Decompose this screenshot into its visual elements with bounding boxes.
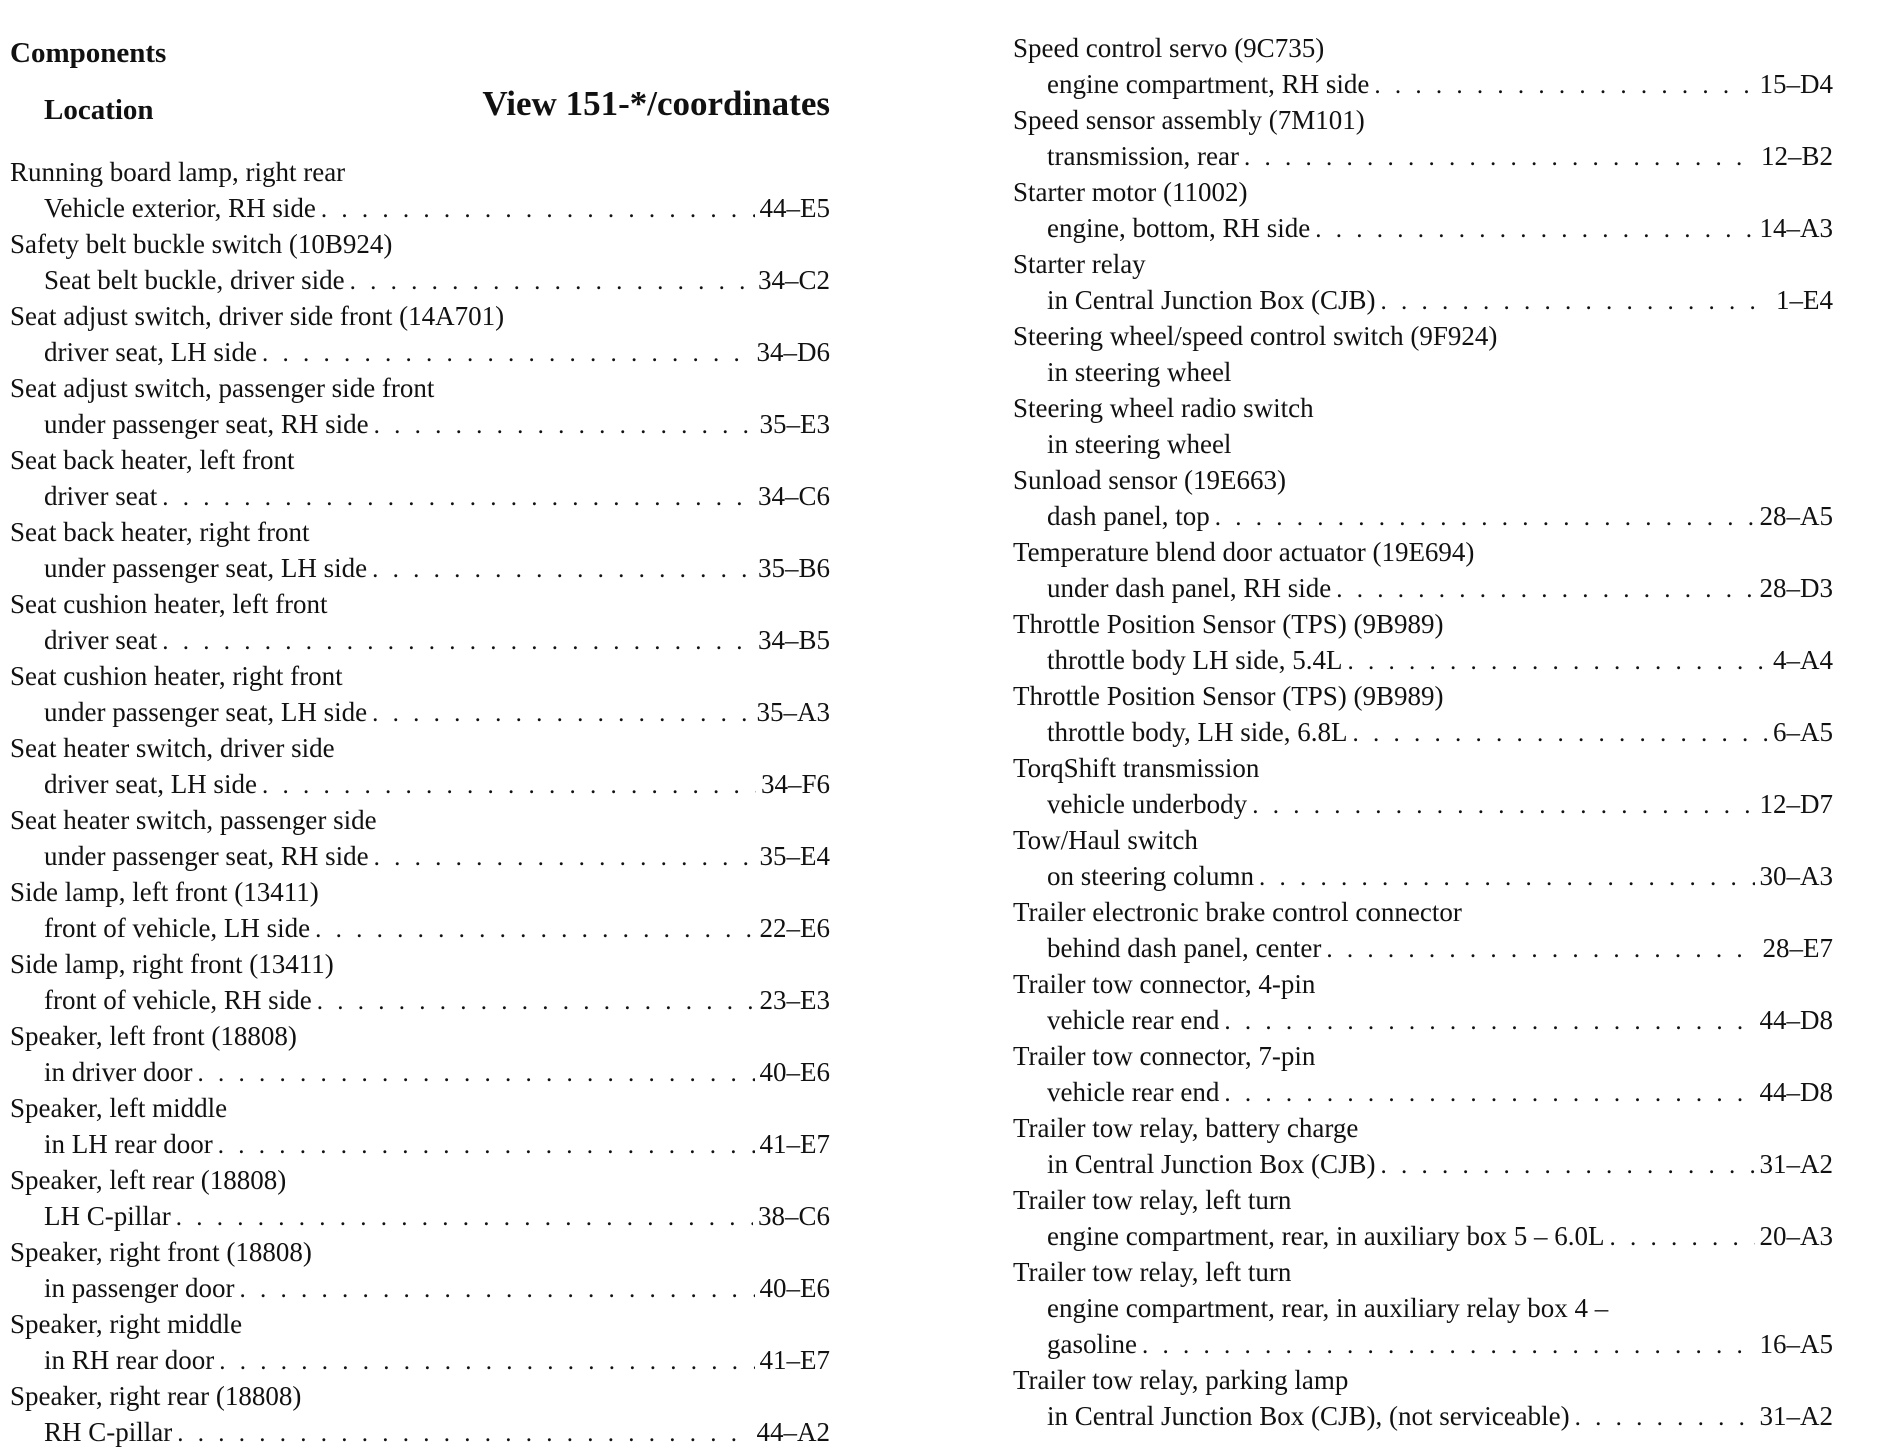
view-coordinate-ref: 34–C6: [757, 481, 830, 511]
component-entry: [10, 514, 830, 586]
view-coordinate-ref: 20–A3: [1759, 1221, 1833, 1251]
component-entry: [10, 1162, 830, 1234]
dot-leader: [372, 552, 753, 588]
dot-leader: [321, 192, 755, 228]
component-name: Seat heater switch, driver side: [10, 733, 335, 763]
component-name: Trailer tow relay, battery charge: [1013, 1113, 1359, 1143]
location-text: RH C-pillar: [44, 1417, 173, 1447]
location-row: [10, 1342, 830, 1378]
component-entry: [1013, 1038, 1833, 1110]
location-row: [10, 550, 830, 586]
view-coordinate-ref: 41–E7: [759, 1345, 830, 1375]
location-text: under dash panel, RH side: [1047, 573, 1332, 603]
component-name: Trailer tow connector, 7-pin: [1013, 1041, 1316, 1071]
view-coordinate-ref: 40–E6: [759, 1273, 830, 1303]
location-row: [10, 478, 830, 514]
component-entry: [10, 298, 830, 370]
component-name: Running board lamp, right rear: [10, 157, 346, 187]
view-coordinate-ref: 44–A2: [756, 1417, 830, 1447]
dot-leader: [239, 1272, 754, 1308]
view-coordinate-ref: 15–D4: [1759, 69, 1833, 99]
left-column: [10, 30, 830, 1450]
location-row: [10, 838, 830, 874]
component-entry: [1013, 678, 1833, 750]
location-text: throttle body, LH side, 6.8L: [1047, 717, 1348, 747]
component-name: Trailer tow relay, parking lamp: [1013, 1365, 1349, 1395]
view-coordinate-ref: 35–A3: [756, 697, 830, 727]
component-entry: [10, 1018, 830, 1090]
component-entry: [10, 154, 830, 226]
component-name: Trailer tow connector, 4-pin: [1013, 969, 1316, 999]
location-text-line: [1013, 1290, 1833, 1326]
view-coordinate-ref: 30–A3: [1759, 861, 1833, 891]
component-name: Speaker, right front (18808): [10, 1237, 312, 1267]
component-name: Seat cushion heater, left front: [10, 589, 328, 619]
location-text: in driver door: [44, 1057, 193, 1087]
dot-leader: [1610, 1220, 1755, 1256]
view-coordinate-ref: 44–E5: [759, 193, 830, 223]
location-text: in Central Junction Box (CJB), (not serviceable): [1047, 1401, 1570, 1431]
location-row: [10, 1198, 830, 1234]
component-name: Safety belt buckle switch (10B924): [10, 229, 393, 259]
component-name: Throttle Position Sensor (TPS) (9B989): [1013, 681, 1444, 711]
component-entry: [10, 946, 830, 1018]
location-row: [10, 694, 830, 730]
left-entry-list: [10, 154, 830, 1450]
dot-leader: [317, 984, 755, 1020]
location-row: [1013, 1074, 1833, 1110]
component-entry: [1013, 894, 1833, 966]
location-text: engine compartment, rear, in auxiliary relay box 4 –: [1047, 1293, 1609, 1323]
location-row: [1013, 930, 1833, 966]
dot-leader: [1252, 788, 1754, 824]
component-entry: [1013, 606, 1833, 678]
component-entry: [10, 370, 830, 442]
component-name: Side lamp, right front (13411): [10, 949, 334, 979]
location-row: [1013, 354, 1833, 390]
view-coordinate-ref: 34–D6: [756, 337, 830, 367]
location-text: vehicle underbody: [1047, 789, 1248, 819]
dot-leader: [1259, 860, 1755, 896]
location-text: throttle body LH side, 5.4L: [1047, 645, 1343, 675]
dot-leader: [162, 624, 753, 660]
dot-leader: [1352, 716, 1768, 752]
dot-leader: [218, 1128, 755, 1164]
component-name: Sunload sensor (19E663): [1013, 465, 1286, 495]
dot-leader: [1224, 1004, 1754, 1040]
location-row: [1013, 1398, 1833, 1434]
dot-leader: [1244, 140, 1756, 176]
component-name: Speaker, right middle: [10, 1309, 243, 1339]
dot-leader: [1380, 1148, 1754, 1184]
component-entry: [1013, 1254, 1833, 1362]
location-text: Vehicle exterior, RH side: [44, 193, 316, 223]
view-coordinate-ref: 41–E7: [759, 1129, 830, 1159]
location-text: engine compartment, rear, in auxiliary box 5 – 6.0L: [1047, 1221, 1605, 1251]
component-name: Speaker, left middle: [10, 1093, 228, 1123]
component-name: Starter relay: [1013, 249, 1146, 279]
view-coordinate-ref: 34–F6: [760, 769, 830, 799]
location-text: under passenger seat, LH side: [44, 553, 368, 583]
column-header: [10, 76, 830, 138]
component-name: Steering wheel/speed control switch (9F924): [1013, 321, 1498, 351]
view-coordinate-ref: 35–E3: [759, 409, 830, 439]
location-row: [10, 982, 830, 1018]
component-entry: [10, 1090, 830, 1162]
view-coordinate-ref: 6–A5: [1773, 717, 1833, 747]
component-name: Trailer tow relay, left turn: [1013, 1257, 1292, 1287]
location-text: in steering wheel: [1047, 357, 1232, 387]
dot-leader: [177, 1416, 751, 1452]
component-name: Speaker, left rear (18808): [10, 1165, 287, 1195]
component-name: Temperature blend door actuator (19E694): [1013, 537, 1475, 567]
component-entry: [1013, 390, 1833, 462]
location-row: [1013, 138, 1833, 174]
component-entry: [10, 1234, 830, 1306]
dot-leader: [315, 912, 754, 948]
location-text: gasoline: [1047, 1329, 1137, 1359]
view-coordinate-ref: 31–A2: [1759, 1149, 1833, 1179]
view-coordinate-ref: 12–D7: [1759, 789, 1833, 819]
dot-leader: [1224, 1076, 1754, 1112]
components-heading: Components: [10, 37, 167, 69]
location-row: [1013, 66, 1833, 102]
view-coordinate-ref: 22–E6: [759, 913, 830, 943]
location-text: driver seat, LH side: [44, 769, 257, 799]
location-text: in Central Junction Box (CJB): [1047, 285, 1376, 315]
location-text: driver seat, LH side: [44, 337, 257, 367]
location-text: transmission, rear: [1047, 141, 1239, 171]
location-row: [10, 910, 830, 946]
location-row: [1013, 210, 1833, 246]
location-text: under passenger seat, LH side: [44, 697, 368, 727]
location-text: front of vehicle, LH side: [44, 913, 311, 943]
view-coordinate-ref: 38–C6: [757, 1201, 830, 1231]
location-text: in passenger door: [44, 1273, 235, 1303]
location-row: [1013, 1146, 1833, 1182]
component-entry: [1013, 462, 1833, 534]
component-entry: [1013, 1110, 1833, 1182]
component-name: Speaker, right rear (18808): [10, 1381, 302, 1411]
component-entry: [10, 1378, 830, 1450]
dot-leader: [262, 768, 756, 804]
view-coordinate-ref: 12–B2: [1760, 141, 1833, 171]
dot-leader: [1326, 932, 1757, 968]
location-text: in steering wheel: [1047, 429, 1232, 459]
location-row: [1013, 426, 1833, 462]
location-text: driver seat: [44, 481, 158, 511]
location-row: [1013, 714, 1833, 750]
component-entry: [1013, 966, 1833, 1038]
location-text: in Central Junction Box (CJB): [1047, 1149, 1376, 1179]
view-coordinate-ref: 34–C2: [757, 265, 830, 295]
view-coordinate-ref: 31–A2: [1759, 1401, 1833, 1431]
view-coordinate-ref: 14–A3: [1759, 213, 1833, 243]
location-row: [10, 766, 830, 802]
view-coordinate-ref: 28–E7: [1762, 933, 1833, 963]
location-text: dash panel, top: [1047, 501, 1210, 531]
location-row: [10, 1054, 830, 1090]
dot-leader: [374, 408, 755, 444]
dot-leader: [262, 336, 752, 372]
dot-leader: [372, 696, 751, 732]
component-entry: [10, 730, 830, 802]
location-label: Location: [44, 94, 154, 126]
dot-leader: [1347, 644, 1768, 680]
location-row: [10, 1414, 830, 1450]
component-name: Seat cushion heater, right front: [10, 661, 343, 691]
component-entry: [10, 442, 830, 514]
component-entry: [1013, 1182, 1833, 1254]
location-row: [1013, 642, 1833, 678]
location-text: LH C-pillar: [44, 1201, 171, 1231]
component-name: TorqShift transmission: [1013, 753, 1260, 783]
component-entry: [10, 1306, 830, 1378]
component-entry: [1013, 534, 1833, 606]
dot-leader: [1380, 284, 1771, 320]
location-row: [1013, 498, 1833, 534]
component-entry: [1013, 750, 1833, 822]
dot-leader: [1315, 212, 1754, 248]
location-row: [1013, 786, 1833, 822]
view-coordinate-ref: 23–E3: [759, 985, 830, 1015]
view-coordinate-ref: 28–A5: [1759, 501, 1833, 531]
location-row: [10, 1270, 830, 1306]
component-name: Trailer electronic brake control connector: [1013, 897, 1462, 927]
location-row: [10, 1126, 830, 1162]
view-coordinate-ref: 35–E4: [759, 841, 830, 871]
location-text: front of vehicle, RH side: [44, 985, 312, 1015]
component-entry: [1013, 1362, 1833, 1434]
location-text: vehicle rear end: [1047, 1005, 1220, 1035]
location-text: driver seat: [44, 625, 158, 655]
component-name: Seat adjust switch, driver side front (14A701): [10, 301, 505, 331]
dot-leader: [1142, 1328, 1755, 1364]
component-entry: [1013, 102, 1833, 174]
dot-leader: [1575, 1400, 1755, 1436]
location-text: in RH rear door: [44, 1345, 215, 1375]
component-entry: [1013, 822, 1833, 894]
component-name: Speed sensor assembly (7M101): [1013, 105, 1365, 135]
location-row: [1013, 1326, 1833, 1362]
component-entry: [1013, 318, 1833, 390]
right-entry-list: [1013, 30, 1833, 1434]
location-text: engine, bottom, RH side: [1047, 213, 1311, 243]
location-row: [1013, 1218, 1833, 1254]
dot-leader: [176, 1200, 753, 1236]
view-coordinate-ref: 40–E6: [759, 1057, 830, 1087]
location-row: [1013, 570, 1833, 606]
view-coordinate-ref: 44–D8: [1759, 1077, 1833, 1107]
component-name: Side lamp, left front (13411): [10, 877, 319, 907]
component-name: Tow/Haul switch: [1013, 825, 1198, 855]
dot-leader: [1215, 500, 1755, 536]
component-name: Seat back heater, right front: [10, 517, 310, 547]
location-row: [10, 406, 830, 442]
component-name: Speed control servo (9C735): [1013, 33, 1325, 63]
component-name: Starter motor (11002): [1013, 177, 1248, 207]
component-name: Speaker, left front (18808): [10, 1021, 297, 1051]
location-row: [10, 622, 830, 658]
view-coordinate-ref: 4–A4: [1773, 645, 1833, 675]
right-column: [1013, 30, 1833, 1434]
location-text: behind dash panel, center: [1047, 933, 1322, 963]
dot-leader: [1336, 572, 1754, 608]
dot-leader: [162, 480, 753, 516]
component-name: Seat heater switch, passenger side: [10, 805, 377, 835]
component-entry: [10, 802, 830, 874]
view-coordinate-ref: 34–B5: [757, 625, 830, 655]
dot-leader: [374, 840, 755, 876]
component-name: Seat adjust switch, passenger side front: [10, 373, 435, 403]
dot-leader: [197, 1056, 754, 1092]
dot-leader: [350, 264, 753, 300]
component-name: Trailer tow relay, left turn: [1013, 1185, 1292, 1215]
component-entry: [10, 658, 830, 730]
location-text: vehicle rear end: [1047, 1077, 1220, 1107]
component-entry: [1013, 30, 1833, 102]
location-row: [10, 190, 830, 226]
location-text: under passenger seat, RH side: [44, 409, 369, 439]
component-entry: [1013, 246, 1833, 318]
location-text: in LH rear door: [44, 1129, 213, 1159]
component-entry: [10, 586, 830, 658]
component-entry: [10, 226, 830, 298]
view-coordinate-ref: 16–A5: [1759, 1329, 1833, 1359]
component-name: Steering wheel radio switch: [1013, 393, 1314, 423]
component-entry: [10, 874, 830, 946]
view-coordinate-ref: 35–B6: [757, 553, 830, 583]
view-coordinates-label: View 151-*/coordinates: [482, 84, 830, 123]
location-row: [1013, 1002, 1833, 1038]
location-text: Seat belt buckle, driver side: [44, 265, 345, 295]
location-row: [10, 262, 830, 298]
location-text: under passenger seat, RH side: [44, 841, 369, 871]
location-row: [10, 334, 830, 370]
location-row: [1013, 282, 1833, 318]
dot-leader: [1374, 68, 1754, 104]
view-coordinate-ref: 28–D3: [1759, 573, 1833, 603]
view-coordinate-ref: 1–E4: [1776, 285, 1833, 315]
component-name: Seat back heater, left front: [10, 445, 295, 475]
location-text: on steering column: [1047, 861, 1254, 891]
view-coordinate-ref: 44–D8: [1759, 1005, 1833, 1035]
location-row: [1013, 858, 1833, 894]
dot-leader: [219, 1344, 754, 1380]
component-entry: [1013, 174, 1833, 246]
location-text: engine compartment, RH side: [1047, 69, 1370, 99]
component-name: Throttle Position Sensor (TPS) (9B989): [1013, 609, 1444, 639]
